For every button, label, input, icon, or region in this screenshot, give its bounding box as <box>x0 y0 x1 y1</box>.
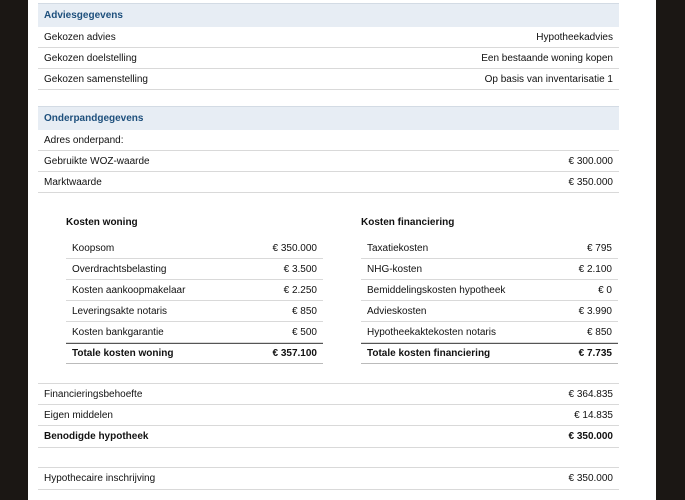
row-totale-kosten-woning: Totale kosten woning € 357.100 <box>66 343 323 364</box>
row-bemiddelingskosten: Bemiddelingskosten hypotheek € 0 <box>361 280 618 301</box>
onderpandgegevens-header: Onderpandgegevens <box>38 106 619 130</box>
kosten-woning-table <box>66 212 323 364</box>
row-overdrachtsbelasting: Overdrachtsbelasting € 3.500 <box>66 259 323 280</box>
kosten-financiering-table <box>361 212 618 364</box>
kosten-woning-title: Kosten woning <box>66 217 138 228</box>
row-eigen-middelen: Eigen middelen € 14.835 <box>38 405 619 426</box>
row-leveringsakte: Leveringsakte notaris € 850 <box>66 301 323 322</box>
row-gekozen-samenstelling: Gekozen samenstelling Op basis van inventarisatie 1 <box>38 69 619 90</box>
row-bankgarantie: Kosten bankgarantie € 500 <box>66 322 323 343</box>
row-marktwaarde: Marktwaarde € 350.000 <box>38 172 619 193</box>
inschrijving-section <box>38 467 619 490</box>
row-nhg-kosten: NHG-kosten € 2.100 <box>361 259 618 280</box>
row-adres-onderpand: Adres onderpand: <box>38 130 619 151</box>
row-hypotheekaktekosten: Hypotheekaktekosten notaris € 850 <box>361 322 618 343</box>
row-woz-waarde: Gebruikte WOZ-waarde € 300.000 <box>38 151 619 172</box>
row-hypothecaire-inschrijving: Hypothecaire inschrijving € 350.000 <box>38 468 619 490</box>
row-taxatiekosten: Taxatiekosten € 795 <box>361 238 618 259</box>
row-totale-kosten-financiering: Totale kosten financiering € 7.735 <box>361 343 618 364</box>
row-advieskosten: Advieskosten € 3.990 <box>361 301 618 322</box>
row-gekozen-doelstelling: Gekozen doelstelling Een bestaande woning kopen <box>38 48 619 69</box>
row-gekozen-advies: Gekozen advies Hypotheekadvies <box>38 27 619 48</box>
adviesgegevens-header: Adviesgegevens <box>38 3 619 27</box>
row-aankoopmakelaar: Kosten aankoopmakelaar € 2.250 <box>66 280 323 301</box>
row-koopsom: Koopsom € 350.000 <box>66 238 323 259</box>
onderpandgegevens-section <box>38 106 619 193</box>
row-financieringsbehoefte: Financieringsbehoefte € 364.835 <box>38 384 619 405</box>
kosten-financiering-title: Kosten financiering <box>361 217 455 228</box>
adviesgegevens-section <box>38 3 619 90</box>
samenvatting-section <box>38 383 619 448</box>
row-benodigde-hypotheek: Benodigde hypotheek € 350.000 <box>38 426 619 448</box>
